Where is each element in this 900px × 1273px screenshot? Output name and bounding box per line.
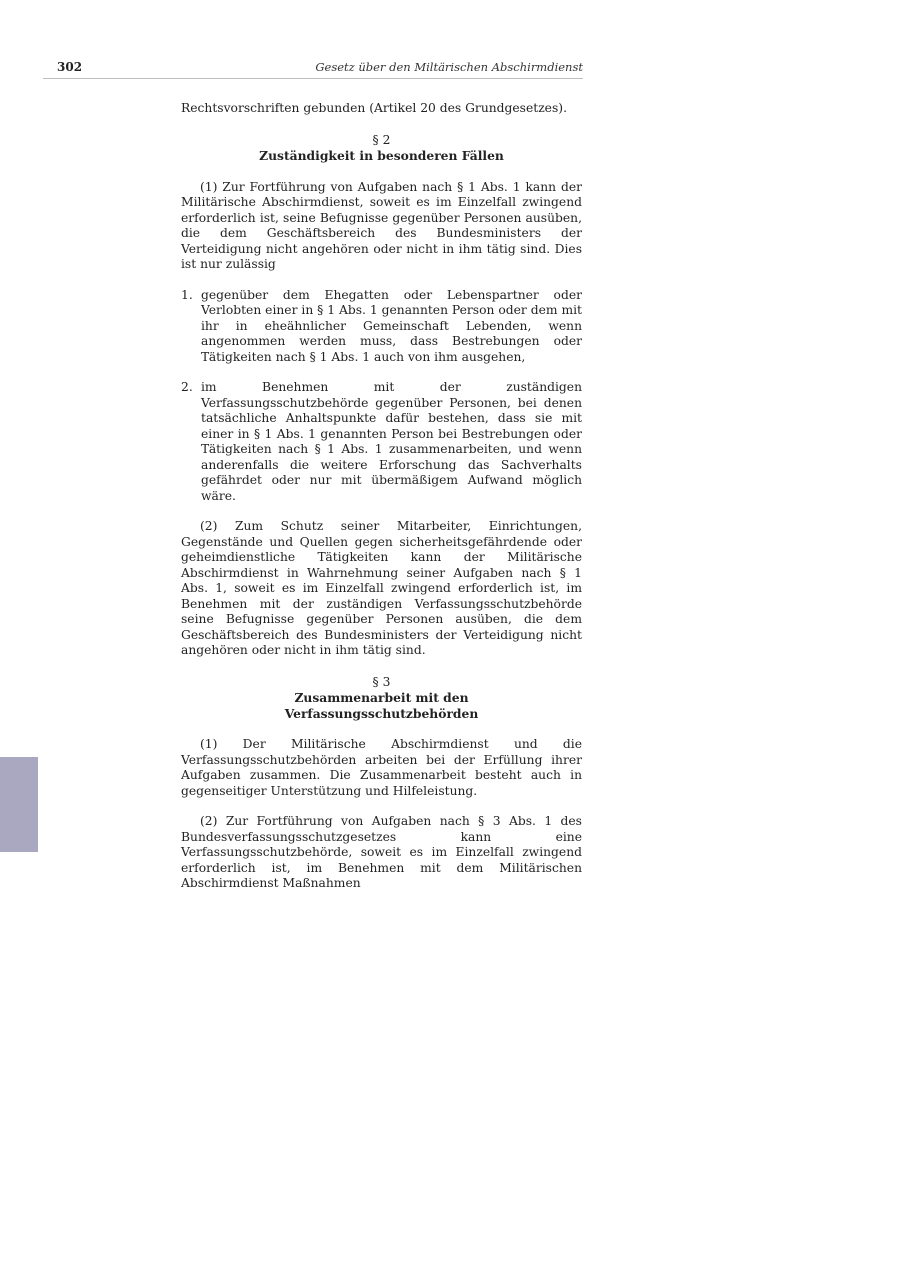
- page-header: [43, 58, 583, 79]
- section-3-paragraph-1: (1) Der Militärische Abschirmdienst und die Verfassungsschutzbehörden arbeiten bei der Erfüllung ihrer Aufgaben zusammen. Die Zusammenarbeit besteht auch in gegenseitiger Unterstützung und Hilfeleistung.: [181, 737, 582, 798]
- list-item: [181, 380, 582, 504]
- section-3-number: § 3: [372, 674, 391, 689]
- section-2-number: § 2: [372, 132, 391, 147]
- section-2-paragraph-1: (1) Zur Fortführung von Aufgaben nach § 1 Abs. 1 kann der Militärische Abschirmdienst, soweit es im Einzelfall zwingend erforderlich ist, seine Befugnisse gegenüber Personen ausüben, die dem Geschäftsbereich des Bundesministers der Verteidigung nicht angehören oder nicht in ihm tätig sind. Dies ist nur zulässig: [181, 179, 582, 271]
- side-thumb-tab: [0, 757, 38, 852]
- intro-line: Rechtsvorschriften gebunden (Artikel 20 des Grundgesetzes).: [181, 101, 567, 115]
- page-number: 302: [57, 60, 83, 74]
- section-2-heading: [181, 133, 582, 164]
- list-item-text: gegenüber dem Ehegatten oder Lebenspartner oder Verlobten einer in § 1 Abs. 1 genannten Person oder dem mit ihr in eheähnlicher Gemeinschaft Lebenden, wenn angenommen werden muss, dass Bestrebungen oder Tätigkeiten nach § 1 Abs. 1 auch von ihm ausgehen,: [201, 287, 582, 364]
- list-item-number: 1.: [181, 287, 193, 302]
- section-3-title-line-1: Zusammenarbeit mit den: [294, 690, 469, 705]
- section-2-list: [181, 288, 582, 505]
- running-title: Gesetz über den Miltärischen Abschirmdienst: [315, 60, 583, 74]
- list-item-text: im Benehmen mit der zuständigen Verfassungsschutzbehörde gegenüber Personen, bei denen tatsächliche Anhaltspunkte dafür bestehen, dass sie mit einer in § 1 Abs. 1 genannten Person bei Bestrebungen oder Tätigkeiten nach § 1 Abs. 1 zusammenarbeiten, und wenn anderenfalls die weitere Erforschung das Sachverhalts gefährdet oder nur mit übermäßigem Aufwand möglich wäre.: [201, 380, 582, 503]
- section-3-title-line-2: Verfassungsschutzbehörden: [284, 705, 479, 721]
- list-item-number: 2.: [181, 380, 193, 394]
- section-2-title: Zuständigkeit in besonderen Fällen: [259, 148, 504, 163]
- document-body: [181, 101, 582, 892]
- section-3-heading: [181, 675, 582, 722]
- section-2-paragraph-2: (2) Zum Schutz seiner Mitarbeiter, Einrichtungen, Gegenstände und Quellen gegen sicherheitsgefährdende oder geheimdienstliche Tätigkeiten kann der Militärische Abschirmdienst in Wahrnehmung seiner Aufgaben nach § 1 Abs. 1, soweit es im Einzelfall zwingend erforderlich ist, im Benehmen mit der zuständigen Verfassungsschutzbehörde seine Befugnisse gegenüber Personen ausüben, die dem Geschäftsbereich des Bundesministers der Verteidigung nicht angehören oder nicht in ihm tätig sind.: [181, 519, 582, 657]
- list-item: [181, 288, 582, 366]
- section-3-paragraph-2: (2) Zur Fortführung von Aufgaben nach § 3 Abs. 1 des Bundesverfassungsschutzgesetzes kann eine Verfassungsschutzbehörde, soweit es im Einzelfall zwingend erforderlich ist, im Benehmen mit dem Militärischen Abschirmdienst Maßnahmen: [181, 814, 582, 890]
